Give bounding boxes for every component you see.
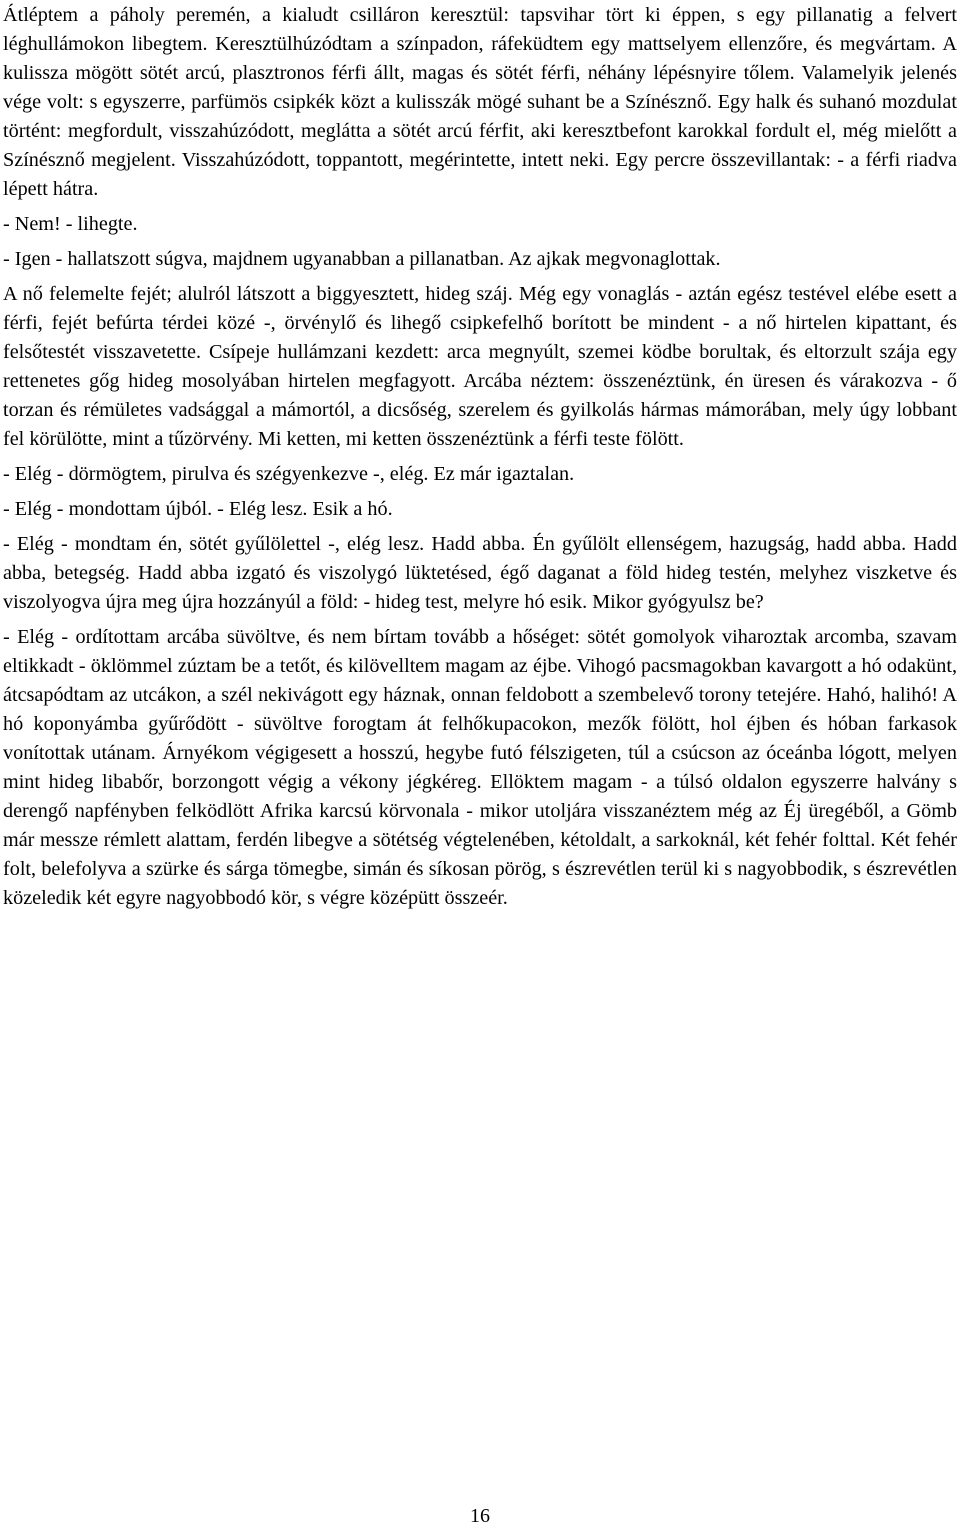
paragraph: - Elég - mondottam újból. - Elég lesz. Esik a hó. bbox=[3, 498, 393, 520]
paragraph: A nő felemelte fejét; alulról látszott a biggyesztett, hideg száj. Még egy vonaglás - aztán egész testével elébe esett a férfi, fejét befúrta térdei közé -, örvénylő és lihegő csipkefelhő borított be mindent - a nő hirtelen kipattant, és felsőtestét visszavetette. Csípeje hullámzani kezdett: arca megnyúlt, szemei ködbe borultak, és eltorzult szája egy rettenetes gőg hideg mosolyában hirtelen megfagyott. Arcába néztem: összenéztünk, én üresen és várakozva - ő torzan és rémületes vadsággal a mámortól, a dicsőség, szerelem és gyilkolás hármas mámorában, mely úgy lobbant fel körülötte, mint a tűzörvény. Mi ketten, mi ketten összenéztünk a férfi teste fölött. bbox=[3, 283, 957, 450]
paragraph: - Elég - ordítottam arcába süvöltve, és nem bírtam tovább a hőséget: sötét gomolyok viharoztak arcomba, szavam eltikkadt - öklömmel zúztam be a tetőt, és kilövelltem magam az éjbe. Vihogó pacsmagokban kavargott a hó odakünt, átcsapódtam az utcákon, a szél nekivágott egy háznak, onnan feldobott a szembelevő torony tetejére. Hahó, halihó! A hó koponyámba gyűrődött - süvöltve forogtam át felhőkupacokon, mezők fölött, hol éjben és hóban farkasok vonítottak utánam. Árnyékom végigesett a hosszú, hegybe futó félszigeten, túl a csúcson az óceánba lógott, melyen mint hideg libabőr, borzongott végig a vékony jégkéreg. Ellöktem magam - a túlsó oldalon egyszerre halvány s derengő napfényben felködlött Afrika karcsú körvonala - mikor utoljára visszanéztem még az Éj üregéből, a Gömb már messze rémlett alattam, ferdén libegve a sötétség végtelenében, kétoldalt, a sarkoknál, két fehér folttal. Két fehér folt, belefolyva a szürke és sárga tömegbe, simán és síkosan pörög, s észrevétlen terül ki s nagyobbodik, s észrevétlen közeledik két egyre nagyobbodó kör, s végre középütt összeér. bbox=[3, 626, 957, 909]
text-body bbox=[3, 1, 957, 919]
paragraph: Átléptem a páholy peremén, a kialudt csilláron keresztül: tapsvihar tört ki éppen, s egy pillanatig a felvert léghullámokon libegtem. Keresztülhúzódtam a színpadon, ráfeküdtem egy mattselyem ellenzőre, és megvártam. A kulissza mögött sötét arcú, plasztronos férfi állt, magas és sötét férfi, néhány lépésnyire tőlem. Valamelyik jelenés vége volt: s egyszerre, parfümös csipkék közt a kulisszák mögé suhant be a Színésznő. Egy halk és suhanó mozdulat történt: megfordult, visszahúzódott, meglátta a sötét arcú férfit, aki keresztbefont karokkal fordult el, még mielőtt a Színésznő megjelent. Visszahúzódott, toppantott, megérintette, intett neki. Egy percre összevillantak: - a férfi riadva lépett hátra. bbox=[3, 4, 957, 200]
paragraph: - Elég - dörmögtem, pirulva és szégyenkezve -, elég. Ez már igaztalan. bbox=[3, 463, 575, 485]
paragraph: - Igen - hallatszott súgva, majdnem ugyanabban a pillanatban. Az ajkak megvonaglottak. bbox=[3, 248, 721, 270]
page-number: 16 bbox=[470, 1505, 490, 1527]
paragraph: - Nem! - lihegte. bbox=[3, 213, 138, 235]
paragraph: - Elég - mondtam én, sötét gyűlölettel -, elég lesz. Hadd abba. Én gyűlölt ellenségem, hazugság, hadd abba. Hadd abba, betegség. Hadd abba izgató és viszolygó lüktetésed, égő daganat a föld hideg testén, melyhez viszketve és viszolyogva újra meg újra hozzányúl a föld: - hideg test, melyre hó esik. Mikor gyógyulsz be? bbox=[3, 533, 957, 613]
